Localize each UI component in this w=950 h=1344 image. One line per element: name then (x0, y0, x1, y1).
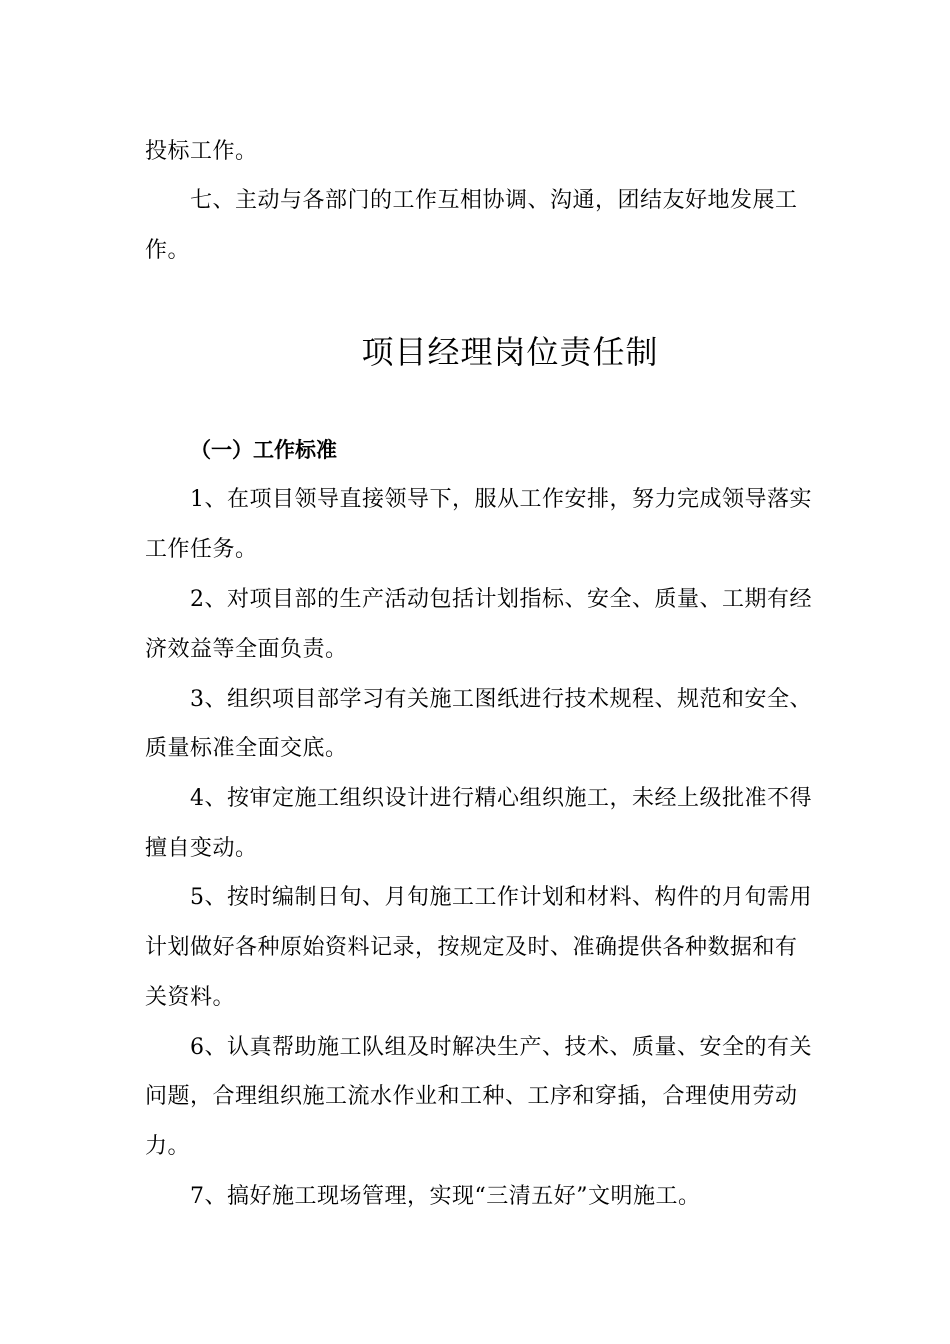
list-item-line: 1、在项目领导直接领导下，服从工作安排，努力完成领导落实 (190, 487, 812, 512)
list-item-line: 工作任务。 (145, 537, 258, 562)
list-item-line: 擅自变动。 (145, 836, 258, 861)
list-item-line: 质量标准全面交底。 (145, 736, 348, 761)
list-item-line: 7、搞好施工现场管理，实现“三清五好”文明施工。 (190, 1184, 701, 1209)
list-item-line: 5、按时编制日旬、月旬施工工作计划和材料、构件的月旬需用 (190, 885, 812, 910)
document-title: 项目经理岗位责任制 (361, 333, 659, 371)
paragraph-line: 七、主动与各部门的工作互相协调、沟通，团结友好地发展工 (190, 188, 798, 213)
list-item-line: 6、认真帮助施工队组及时解决生产、技术、质量、安全的有关 (190, 1035, 812, 1060)
paragraph-line: 投标工作。 (145, 139, 258, 164)
list-item-line: 计划做好各种原始资料记录，按规定及时、准确提供各种数据和有 (145, 935, 798, 960)
section-heading: （一）工作标准 (190, 438, 337, 462)
list-item-line: 4、按审定施工组织设计进行精心组织施工，未经上级批准不得 (190, 786, 812, 811)
list-item-line: 济效益等全面负责。 (145, 637, 348, 662)
list-item-line: 3、组织项目部学习有关施工图纸进行技术规程、规范和安全、 (190, 687, 812, 712)
paragraph-line: 作。 (145, 238, 191, 263)
list-item-line: 力。 (145, 1134, 191, 1159)
list-item-line: 2、对项目部的生产活动包括计划指标、安全、质量、工期有经 (190, 587, 812, 612)
list-item-line: 问题，合理组织施工流水作业和工种、工序和穿插，合理使用劳动 (145, 1084, 798, 1109)
list-item-line: 关资料。 (145, 985, 236, 1010)
